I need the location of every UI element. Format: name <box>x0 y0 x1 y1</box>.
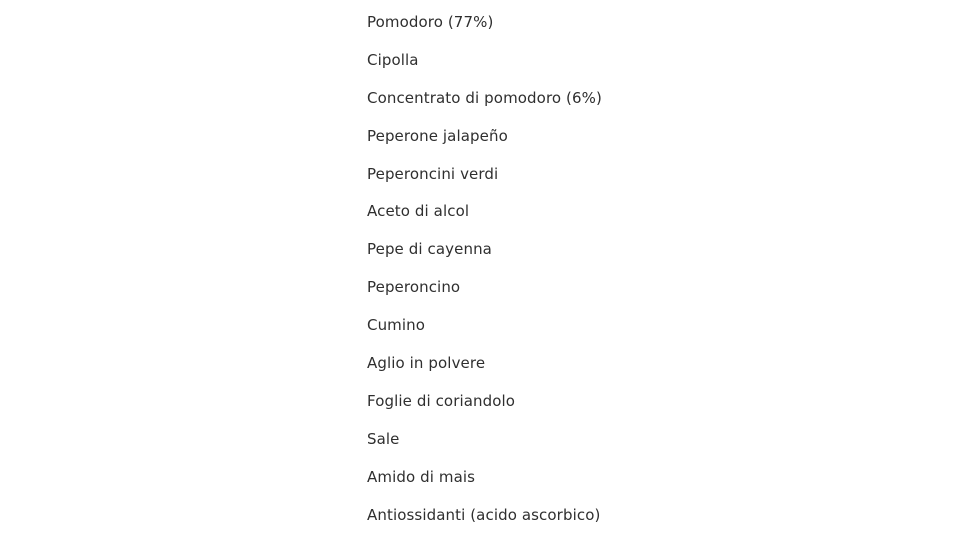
ingredient-item: Concentrato di pomodoro (6%) <box>367 88 602 107</box>
ingredient-item: Aglio in polvere <box>367 354 486 373</box>
ingredient-item: Pomodoro (77%) <box>367 13 494 31</box>
ingredient-item: Peperoncini verdi <box>367 164 499 183</box>
ingredient-item: Peperoncino <box>367 278 461 297</box>
ingredient-item: Peperone jalapeño <box>367 126 508 145</box>
ingredient-item: Foglie di coriandolo <box>367 391 516 410</box>
ingredient-item: Aceto di alcol <box>367 202 470 221</box>
ingredient-item: Sale <box>367 429 400 448</box>
ingredient-item: Pepe di cayenna <box>367 240 492 259</box>
ingredient-list <box>367 13 602 543</box>
ingredient-item: Amido di mais <box>367 467 476 486</box>
ingredient-item: Antiossidanti (acido ascorbico) <box>367 505 601 524</box>
ingredient-item: Cipolla <box>367 50 419 69</box>
ingredient-item: Cumino <box>367 316 426 335</box>
